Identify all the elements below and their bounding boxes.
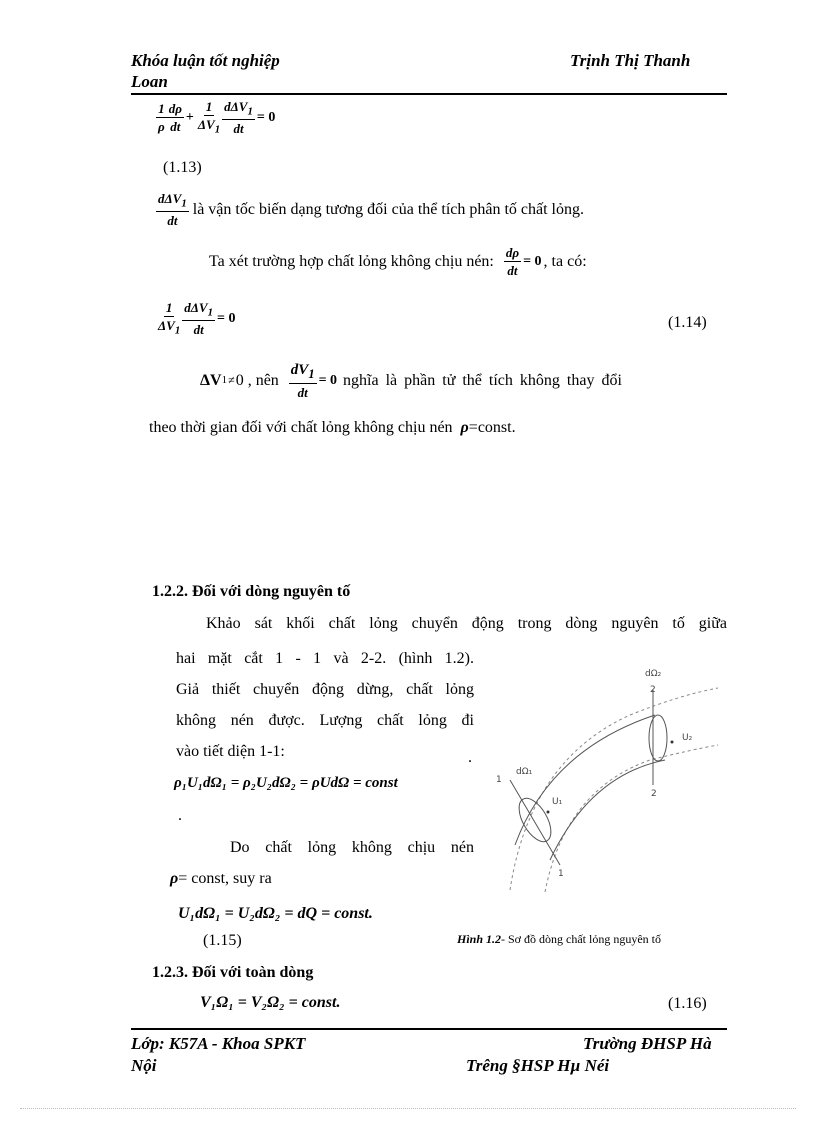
stream-tube-figure (490, 660, 720, 895)
velocity-definition-text: là vận tốc biến dạng tương đối của thể tích phân tố chất lỏng. (192, 200, 584, 218)
incompressible-text: Ta xét trường hợp chất lỏng không chịu nén: (209, 252, 494, 270)
header-title: Khóa luận tốt nghiệp (131, 51, 280, 70)
streamline-lower (545, 745, 718, 892)
total-flow-equation: V₁Ω₁ = V₂Ω₂ = const. (200, 994, 341, 1011)
drho-dt-fraction: $\frac{d\rho}{dt}$ (505, 245, 520, 278)
not-equal-sign: ≠ (228, 373, 235, 388)
footer-school: Trường ĐHSP Hà (583, 1034, 712, 1053)
equation-number-1-15: (1.15) (203, 932, 242, 949)
equation-1-13: $\frac{1}{\rho}$ $\frac{d\rho}{dt}$ + $\frac{1}{\Delta V_1}$ $\frac{d\Delta V_1}{dt}$ = 0 (158, 99, 276, 137)
mass-conservation-equation: ρ₁U₁dΩ₁ = ρ₂U₂dΩ₂ = ρUdΩ = const (174, 775, 398, 791)
figure-caption-text: - Sơ đồ dòng chất lỏng nguyên tố (501, 932, 662, 946)
nonzero-volume-line: ΔV 1 ≠ 0 , nên $\frac{dV_1}{dt}$ = 0 nghĩa là phần tử thể tích không thay đổi (200, 362, 622, 400)
dv-dt-fraction: $\frac{d\Delta V_1}{dt}$ (158, 191, 187, 229)
figure-caption (457, 932, 661, 947)
figure-caption-label: Hình 1.2 (457, 932, 502, 946)
section-paragraph-1: Khảo sát khối chất lỏng chuyển động trong dòng nguyên tố giữa (206, 615, 727, 632)
tube-wall-lower (550, 760, 665, 860)
point-u2 (671, 741, 674, 744)
tube-wall-upper (515, 715, 655, 845)
trailing-dot-2: . (178, 807, 182, 824)
footer-rule (131, 1028, 727, 1030)
footer-class-continuation: Nội (131, 1056, 157, 1075)
flow-rate-equation: U₁dΩ₁ = U₂dΩ₂ = dQ = const. (178, 905, 373, 922)
time-text: theo thời gian đối với chất lỏng không chịu nén (149, 419, 453, 436)
paragraph-line: Giả thiết chuyển động dừng, chất lỏng (176, 681, 474, 698)
label-u1: U₁ (552, 797, 563, 807)
section-paragraph-2: Do chất lỏng không chịu nén (230, 839, 474, 856)
header-author: Trịnh Thị Thanh (570, 51, 691, 70)
equation-number-1-16: (1.16) (668, 995, 707, 1012)
trailing-dot: . (468, 749, 472, 766)
label-domega1: dΩ₁ (516, 767, 533, 777)
footer-school-continuation: Trêng §HSP Hµ Néi (466, 1056, 610, 1075)
paragraph-line: vào tiết diện 1-1: (176, 743, 285, 760)
paragraph-line: hai mặt cắt 1 - 1 và 2-2. (hình 1.2). (176, 650, 474, 667)
const-text: =const. (468, 419, 516, 436)
section-heading-1-2-2: 1.2.2. Đối với dòng nguyên tố (152, 583, 351, 600)
label-domega2: dΩ₂ (645, 669, 662, 679)
nonzero-explanation: nghĩa là phần tử thể tích không thay đổi (343, 371, 622, 389)
page-bottom-dotted-line (20, 1108, 796, 1109)
equation-number-1-14: (1.14) (668, 314, 707, 331)
nonzero-text: 0 , nên (235, 371, 279, 389)
section-2-2-ellipse (649, 715, 667, 761)
label-2-bottom: 2 (651, 789, 657, 799)
time-line (149, 418, 516, 438)
delta-v-label: ΔV (200, 371, 222, 389)
point-u1 (547, 811, 550, 814)
section-1-1-ellipse (513, 793, 558, 847)
streamline-upper (510, 688, 718, 890)
incompressible-line: Ta xét trường hợp chất lỏng không chịu nén: $\frac{d\rho}{dt}$ = 0 , ta có: (209, 245, 587, 278)
paragraph-line: không nén được. Lượng chất lỏng đi (176, 712, 474, 729)
footer-class: Lớp: K57A - Khoa SPKT (131, 1034, 306, 1053)
rho-const-line (170, 869, 272, 889)
label-u2: U₂ (682, 733, 693, 743)
equation-number-1-13: (1.13) (163, 159, 202, 176)
label-1-left: 1 (496, 775, 502, 785)
header-title-continuation: Loan (131, 72, 168, 91)
rho-symbol: ρ (170, 870, 179, 887)
delta-v-subscript: 1 (221, 374, 228, 387)
label-2-top: 2 (650, 685, 656, 695)
rho-const-text: = const, suy ra (178, 870, 272, 887)
section-heading-1-2-3: 1.2.3. Đối với toàn dòng (152, 964, 314, 981)
rho-symbol: ρ (460, 419, 469, 436)
dv1-dt-fraction: $\frac{dV_1}{dt}$ (290, 362, 315, 400)
label-1-bottom: 1 (558, 869, 564, 879)
header-rule (131, 93, 727, 95)
equation-1-14: $\frac{1}{\Delta V_1}$ $\frac{d\Delta V_1}{dt}$ = 0 (158, 300, 236, 338)
incompressible-tail: , ta có: (543, 252, 587, 270)
velocity-definition-line (156, 192, 584, 227)
section-paragraph-wrapped (176, 643, 474, 767)
